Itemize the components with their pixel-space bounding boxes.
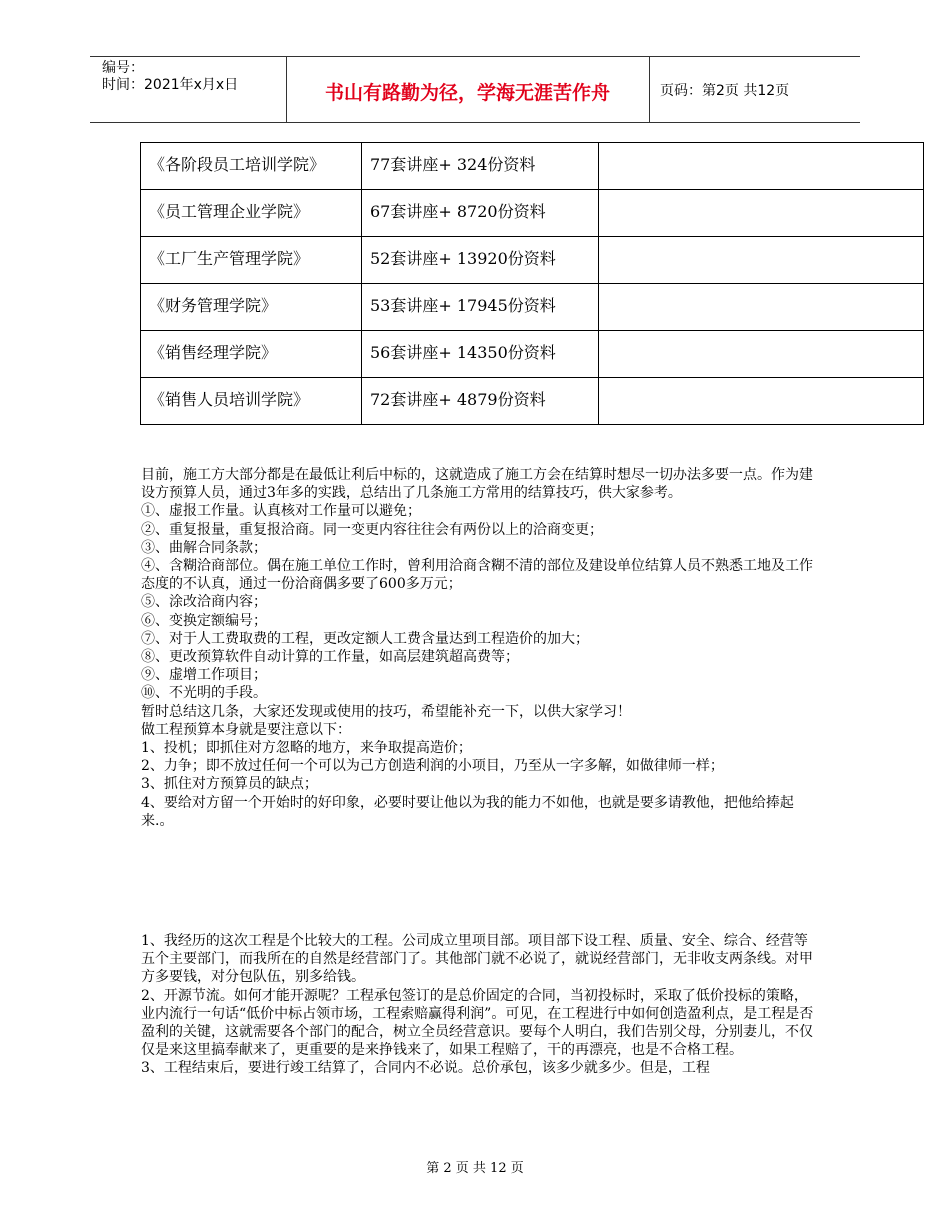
paragraph: 2、开源节流。如何才能开源呢？工程承包签订的是总价固定的合同，当初投标时，采取了低价投标的策略，业内流行一句话“低价中标占领市场，工程索赔赢得利润”。可见，在工程进行中如何创造盈利点，是工程是否盈利的关键，这就需要各个部门的配合，树立全员经营意识。要每个人明白，我们告别父母，分别妻儿，不仅仅是来这里搞奉献来了，更重要的是来挣钱来了，如果工程赔了，干的再漂亮，也是不合格工程。 — [141, 987, 814, 1059]
table-row — [141, 237, 924, 284]
table-cell-empty — [599, 237, 924, 284]
list-item: ⑨、虚增工作项目； — [141, 667, 267, 684]
list-item: 2、力争；即不放过任何一个可以为己方创造利润的小项目，乃至从一字多解，如做律师一样； — [141, 758, 724, 775]
header-bottom-rule — [90, 122, 860, 123]
list-item: ③、曲解合同条款； — [141, 539, 267, 556]
table-cell-empty — [599, 190, 924, 237]
paragraph: 目前，施工方大部分都是在最低让利后中标的，这就造成了施工方会在结算时想尽一切办法多要一点。作为建设方预算人员，通过3年多的实践，总结出了几条施工方常用的结算技巧，供大家参考。 — [141, 467, 813, 502]
table-row — [141, 284, 924, 331]
header-meta — [102, 60, 238, 94]
paragraph: 暂时总结这几条，大家还发现或使用的技巧，希望能补充一下，以供大家学习！ — [141, 703, 631, 720]
table-cell-empty — [599, 378, 924, 425]
table-cell-empty — [599, 143, 924, 190]
table-cell-name: 《销售经理学院》 — [141, 331, 362, 378]
paragraph: 1、我经历的这次工程是个比较大的工程。公司成立里项目部。项目部下设工程、质量、安全、综合、经营等五个主要部门，而我所在的自然是经营部门了。其他部门就不必说了，就说经营部门，无非收支两条线。对甲方多要钱，对分包队伍，别多给钱。 — [141, 933, 813, 986]
list-item: 3、抓住对方预算员的缺点； — [141, 776, 318, 793]
settlement-tips-section — [141, 466, 821, 830]
table-row — [141, 143, 924, 190]
list-item: ⑤、涂改洽商内容； — [141, 594, 267, 611]
list-item: ⑩、不光明的手段。 — [141, 685, 267, 702]
resource-table — [140, 142, 924, 425]
table-cell-name: 《工厂生产管理学院》 — [141, 237, 362, 284]
list-item: ⑦、对于人工费取费的工程，更改定额人工费含量达到工程造价的加大； — [141, 630, 589, 647]
table-row — [141, 378, 924, 425]
table-cell-content: 56套讲座+ 14350份资料 — [362, 331, 599, 378]
table-row — [141, 331, 924, 378]
table-cell-name: 《财务管理学院》 — [141, 284, 362, 331]
list-item: ⑧、更改预算软件自动计算的工作量，如高层建筑超高费等； — [141, 649, 519, 666]
list-item: 4、要给对方留一个开始时的好印象，必要时要让他以为我的能力不如他，也就是要多请教他，把他给捧起来.。 — [141, 794, 794, 829]
table-cell-content: 77套讲座+ 324份资料 — [362, 143, 599, 190]
header-page-label: 页码：第2页 共12页 — [660, 83, 790, 99]
table-cell-name: 《各阶段员工培训学院》 — [141, 143, 362, 190]
paragraph: 3、工程结束后，要进行竣工结算了，合同内不必说。总价承包，该多少就多少。但是，工程 — [141, 1060, 710, 1077]
page-footer: 第 2 页 共 12 页 — [426, 1161, 524, 1176]
table-cell-empty — [599, 284, 924, 331]
table-cell-name: 《销售人员培训学院》 — [141, 378, 362, 425]
table-cell-content: 72套讲座+ 4879份资料 — [362, 378, 599, 425]
list-item: ①、虚报工作量。认真核对工作量可以避免； — [141, 503, 421, 520]
table-cell-empty — [599, 331, 924, 378]
header-top-rule — [90, 56, 860, 57]
project-experience-section — [141, 932, 821, 1078]
table-cell-content: 53套讲座+ 17945份资料 — [362, 284, 599, 331]
list-item: ⑥、变换定额编号； — [141, 612, 267, 629]
list-item: ②、重复报量，重复报洽商。同一变更内容往往会有两份以上的洽商变更； — [141, 521, 603, 538]
header-divider — [649, 56, 650, 122]
list-item: 1、投机；即抓住对方忽略的地方，来争取提高造价； — [141, 740, 472, 757]
header-motto: 书山有路勤为径，学海无涯苦作舟 — [324, 82, 610, 104]
table-cell-content: 67套讲座+ 8720份资料 — [362, 190, 599, 237]
table-cell-content: 52套讲座+ 13920份资料 — [362, 237, 599, 284]
paragraph: 做工程预算本身就是要注意以下： — [141, 721, 351, 738]
table-row — [141, 190, 924, 237]
table-cell-name: 《员工管理企业学院》 — [141, 190, 362, 237]
document-code-label: 编号： — [102, 60, 144, 76]
document-date-label: 时间：2021年x月x日 — [102, 77, 239, 93]
list-item: ④、含糊洽商部位。偶在施工单位工作时，曾利用洽商含糊不清的部位及建设单位结算人员不熟悉工地及工作态度的不认真，通过一份洽商偶多要了600多万元； — [141, 558, 813, 593]
